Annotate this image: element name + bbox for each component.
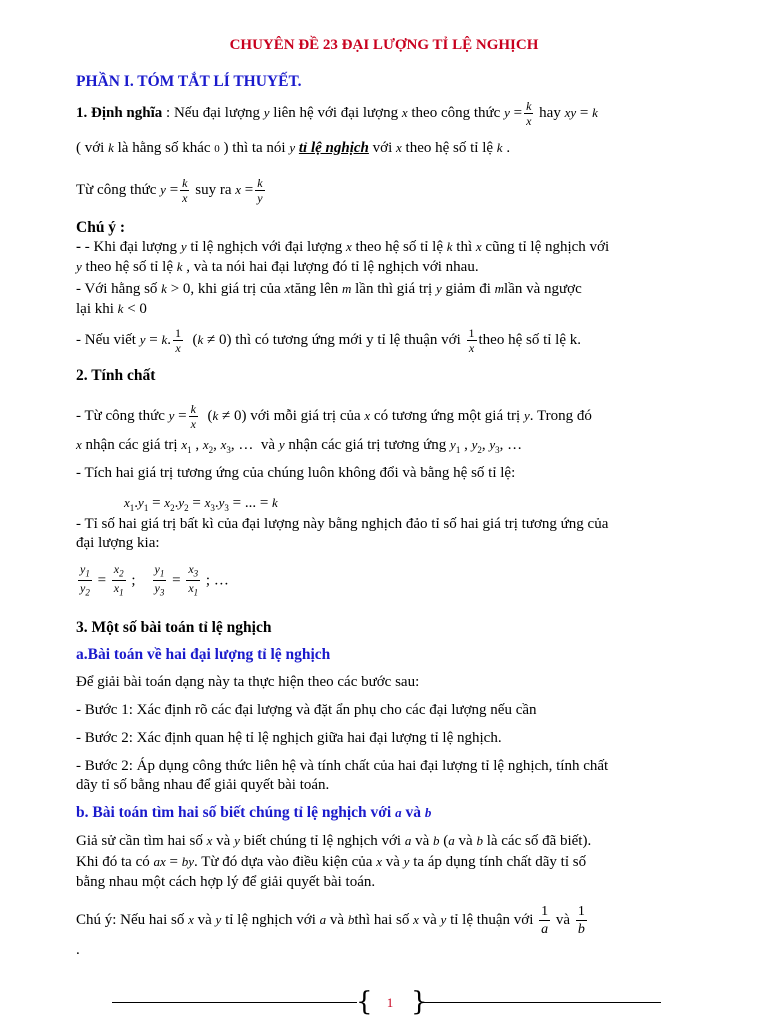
problem-b-heading: b. Bài toán tìm hai số biết chúng tỉ lệ nghịch với a và b (76, 804, 432, 821)
problem-b-note: Chú ý: Nếu hai số x và y tỉ lệ nghịch với a và bthì hai số x và y tỉ lệ thuận với $\frac{1}{a}$ và $\frac{1}{b}$ (76, 904, 585, 937)
properties-line-1: - Từ công thức y = $\frac{k}{x}$ (k ≠ 0) với mỗi giá trị của x có tương ứng một giá trị y. Trong đó (76, 402, 592, 431)
problem-b-line-3: bằng nhau một cách hợp lý để giải quyết bài toán. (76, 874, 376, 890)
definition-line-3: Từ công thức y = $\frac{k}{x}$ suy ra x = $\frac{k}{y}$ (76, 176, 263, 205)
inverse-term: tỉ lệ nghịch (298, 140, 369, 156)
part-heading: PHẦN I. TÓM TẮT LÍ THUYẾT. (76, 73, 302, 90)
properties-line-5: - Tỉ số hai giá trị bất kì của đại lượng này bằng nghịch đảo tỉ số hai giá trị tương ứng của (76, 516, 609, 532)
document-title: CHUYÊN ĐỀ 23 ĐẠI LƯỢNG TỈ LỆ NGHỊCH (229, 37, 539, 53)
note-line-5: - Nếu viết y = k. $\frac{1}{x}$ (k ≠ 0) thì có tương ứng mới y tỉ lệ thuận với $\frac{1}{x}$ theo hệ số tỉ lệ k. (76, 326, 581, 355)
ratio-formula: $\frac{y_1}{y_2}$ = $\frac{x_2}{x_1}$ ; $\frac{y_1}{y_3}$ = $\frac{x_3}{x_1}$ ; … (80, 562, 229, 598)
problem-b-line-1: Giả sử cần tìm hai số x và y biết chúng tỉ lệ nghịch với a và b (a và b là các số đã biết). (76, 833, 592, 849)
properties-heading: 2. Tính chất (76, 367, 156, 384)
fraction-k-over-x: $\frac{k}{x}$ (526, 99, 532, 128)
footer-left-brace: { (356, 987, 373, 1017)
problem-a-step-2: - Bước 2: Xác định quan hệ tỉ lệ nghịch giữa hai đại lượng tỉ lệ nghịch. (76, 730, 502, 746)
note-line-3: - Với hằng số k > 0, khi giá trị của xtăng lên m lần thì giá trị y giảm đi mlần và ngược (76, 281, 582, 297)
note-line-2: y theo hệ số tỉ lệ k , và ta nói hai đại lượng đó tỉ lệ nghịch với nhau. (76, 259, 479, 275)
problem-a-step-3-cont: dãy tỉ số bằng nhau để giải quyết bài toán. (76, 777, 330, 793)
page-number: 1 (386, 995, 394, 1010)
footer-rule-right (423, 1002, 661, 1003)
problem-a-step-1: - Bước 1: Xác định rõ các đại lượng và đặt ẩn phụ cho các đại lượng nếu cần (76, 702, 537, 718)
definition-line-1: 1. Định nghĩa : Nếu đại lượng y liên hệ với đại lượng x theo công thức y = $\frac{k}{x}$ hay xy = k (76, 99, 598, 128)
definition-heading: 1. Định nghĩa (76, 104, 163, 121)
footer-right-brace: } (411, 987, 428, 1017)
note-heading: Chú ý : (76, 219, 126, 236)
note-line-1: - - Khi đại lượng y tỉ lệ nghịch với đại lượng x theo hệ số tỉ lệ k thì x cũng tỉ lệ nghịch với (76, 239, 610, 255)
footer-rule-left (112, 1002, 357, 1003)
problem-b-line-2: Khi đó ta có ax = by. Từ đó dựa vào điều kiện của x và y ta áp dụng tính chất dãy tỉ số (76, 854, 587, 870)
problems-heading: 3. Một số bài toán tỉ lệ nghịch (76, 619, 272, 636)
properties-line-6: đại lượng kia: (76, 535, 160, 551)
product-formula: $x_1.y_1 = x_2.y_2 = x_3.y_3$ = ... = k (124, 495, 278, 513)
definition-line-2: ( với k là hằng số khác 0 ) thì ta nói y tỉ lệ nghịch với x theo hệ số tỉ lệ k . (76, 140, 511, 156)
trailing-period: . (76, 942, 80, 958)
problem-a-line-1: Để giải bài toán dạng này ta thực hiện theo các bước sau: (76, 674, 420, 690)
problem-a-step-3: - Bước 2: Áp dụng công thức liên hệ và tính chất của hai đại lượng tỉ lệ nghịch, tính chất (76, 758, 609, 774)
properties-line-3: - Tích hai giá trị tương ứng của chúng luôn không đổi và bằng hệ số tỉ lệ: (76, 465, 516, 481)
note-line-4: lại khi k < 0 (76, 301, 147, 317)
problem-a-heading: a.Bài toán về hai đại lượng tỉ lệ nghịch (76, 646, 331, 663)
properties-line-2: x nhận các giá trị $x_1$ , $x_2$, $x_3$, … và y nhận các giá trị tương ứng $y_1$ , $y_2$, $y_3$, … (76, 437, 523, 455)
